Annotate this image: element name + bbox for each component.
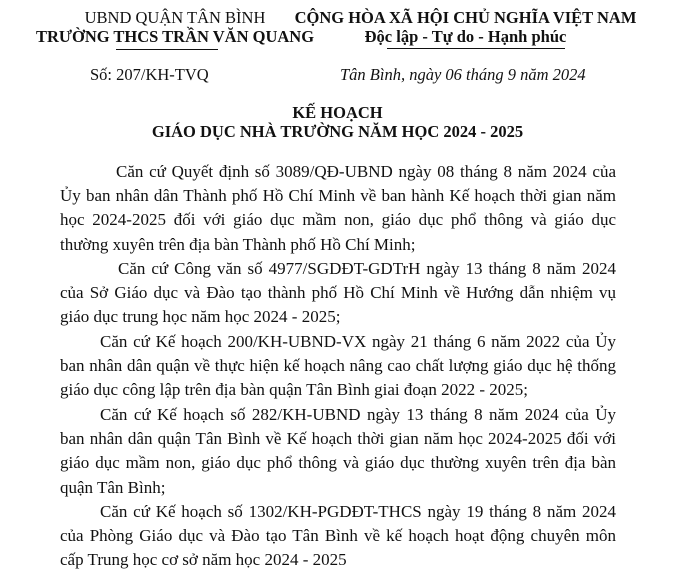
paragraph-basis-4 — [60, 403, 616, 500]
text-line: Căn cứ Công văn số 4977/SGDĐT-GDTrH ngày 13 tháng 8 năm 2024 — [118, 259, 616, 278]
national-motto: Độc lập - Tự do - Hạnh phúc — [364, 27, 567, 46]
text-line: giáo dục trung học năm học 2024 - 2025; — [60, 307, 341, 327]
text-line: Căn cứ Kế hoạch số 282/KH-UBND ngày 13 tháng 8 năm 2024 của Ủy — [100, 405, 616, 424]
text-line: Căn cứ Kế hoạch số 1302/KH-PGDĐT-THCS ngày 19 tháng 8 năm 2024 — [100, 502, 616, 521]
text-line: học 2024-2025 đối với giáo dục mầm non, giáo dục phổ thông và giáo dục — [60, 210, 616, 230]
paragraph-basis-1 — [60, 160, 616, 257]
motto-underline — [387, 48, 565, 49]
paragraph-basis-3 — [60, 330, 616, 403]
nation-name: CỘNG HÒA XÃ HỘI CHỦ NGHĨA VIỆT NAM — [294, 8, 637, 27]
text-line: quận Tân Bình; — [60, 477, 166, 497]
document-date: Tân Bình, ngày 06 tháng 9 năm 2024 — [340, 65, 586, 84]
text-line: Ủy ban nhân dân Thành phố Hồ Chí Minh về ban hành Kế hoạch thời gian năm — [60, 186, 616, 206]
text-line: ban nhân dân quận về thực hiện kế hoạch nâng cao chất lượng giáo dục hệ thống — [60, 356, 616, 376]
document-title: KẾ HOẠCH — [292, 103, 383, 122]
paragraph-basis-2 — [60, 257, 616, 330]
document-subtitle: GIÁO DỤC NHÀ TRƯỜNG NĂM HỌC 2024 - 2025 — [151, 122, 524, 141]
text-line: của Phòng Giáo dục và Đào tạo Tân Bình về kế hoạch hoạt động chuyên môn — [60, 526, 616, 546]
school-underline — [116, 49, 218, 50]
text-line: cấp Trung học cơ sở năm học 2024 - 2025 — [60, 550, 347, 570]
org-name: UBND QUẬN TÂN BÌNH — [84, 8, 266, 27]
text-line: Căn cứ Kế hoạch 200/KH-UBND-VX ngày 21 tháng 6 năm 2022 của Ủy — [100, 332, 616, 351]
paragraph-basis-5 — [60, 500, 616, 573]
text-line: giáo dục công lập trên địa bàn quận Tân Bình giai đoạn 2022 - 2025; — [60, 380, 529, 400]
school-name: TRƯỜNG THCS TRẦN VĂN QUANG — [35, 27, 315, 46]
text-line: ban nhân dân quận Tân Bình về Kế hoạch thời gian năm học 2024-2025 đối với — [60, 429, 616, 449]
text-line: thường xuyên trên địa bàn Thành phố Hồ Chí Minh; — [60, 234, 416, 254]
text-line: của Sở Giáo dục và Đào tạo thành phố Hồ Chí Minh về Hướng dẫn nhiệm vụ — [60, 283, 616, 303]
text-line: giáo dục mầm non, giáo dục phổ thông và giáo dục thường xuyên trên địa bàn — [60, 453, 616, 473]
document-number: Số: 207/KH-TVQ — [90, 65, 209, 84]
text-line: Căn cứ Quyết định số 3089/QĐ-UBND ngày 08 tháng 8 năm 2024 của — [116, 162, 616, 181]
